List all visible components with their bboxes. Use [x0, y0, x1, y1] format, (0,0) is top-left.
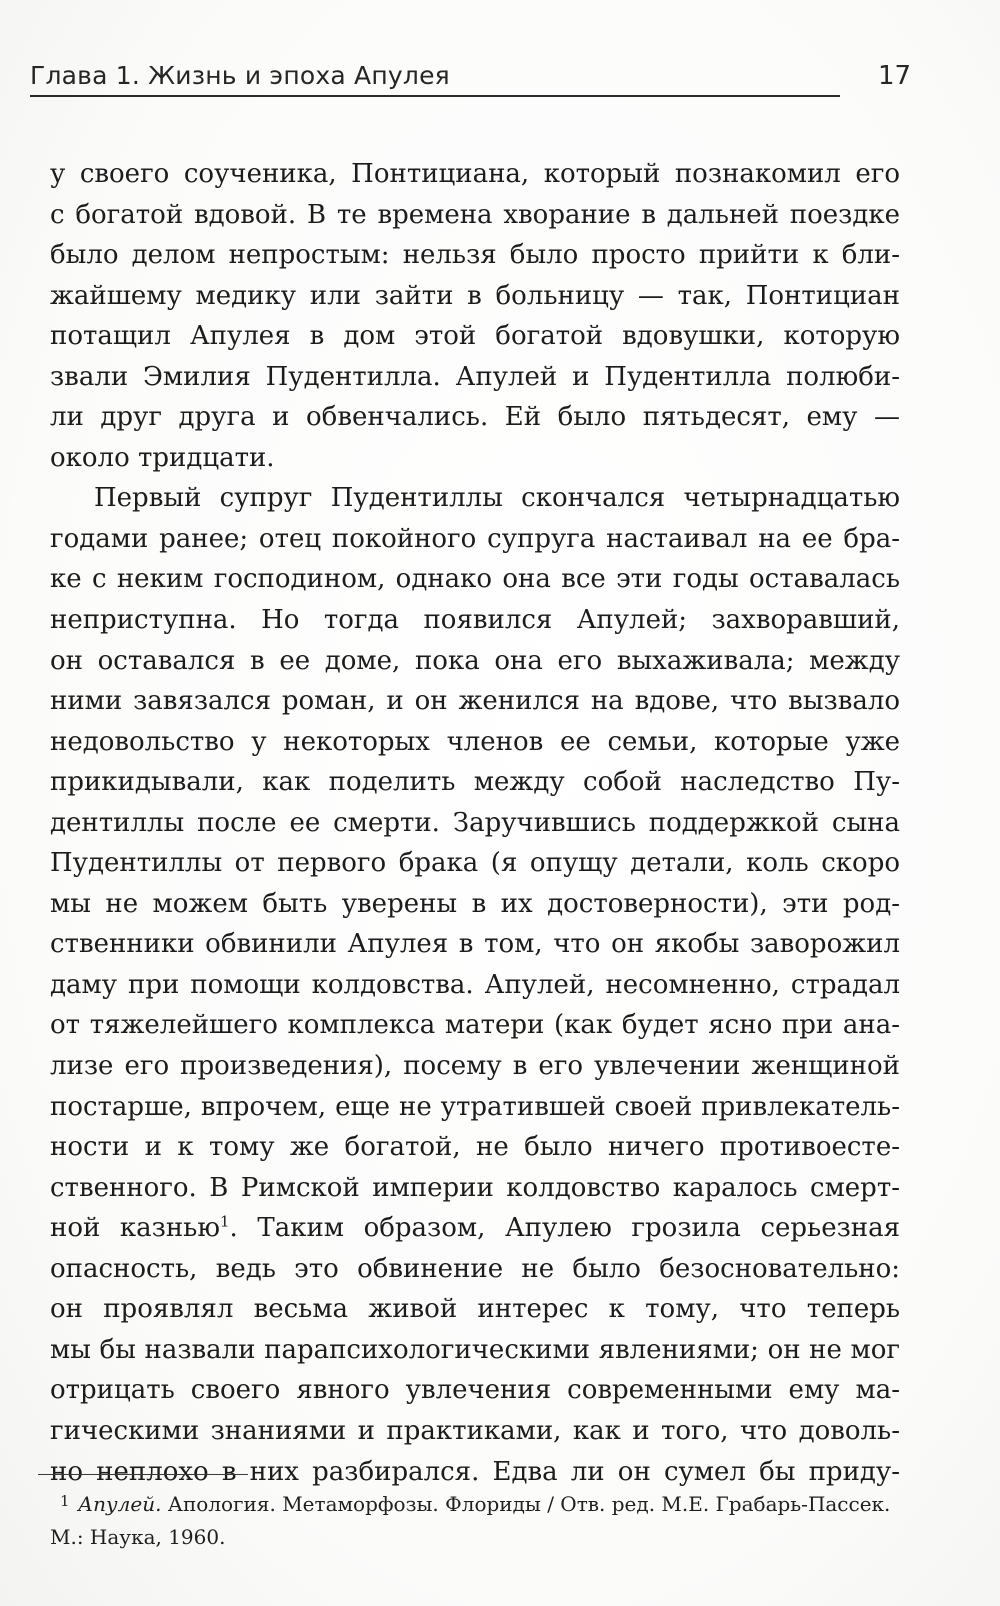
text-line: Первый супруг Пудентиллы скончался четырнадцатью	[94, 483, 900, 514]
text-line: звали Эмилия Пудентилла. Апулей и Пудентилла полюби-	[50, 361, 900, 392]
text-line: жайшему медику или зайти в больницу — так, Понтициан	[50, 280, 900, 311]
footnote-text: Апология. Метаморфозы. Флориды / Отв. ред. М.Е. Грабарь-Пассек.	[161, 1492, 891, 1516]
text-line: дентиллы после ее смерти. Заручившись поддержкой сына	[50, 807, 900, 838]
text-line: лизе его произведения), посему в его увлечении женщиной	[50, 1051, 900, 1082]
text-line: ли друг друга и обвенчались. Ей было пятьдесят, ему —	[50, 402, 900, 433]
text-fragment: . Таким образом, Апулею грозила серьезная	[229, 1213, 900, 1244]
footnote-separator	[38, 1474, 248, 1475]
text-line: он проявлял весьма живой интерес к тому, что теперь	[50, 1294, 900, 1325]
footnote-author: Апулей.	[78, 1492, 162, 1516]
text-line: с богатой вдовой. В те времена хворание в дальней поездке	[50, 199, 900, 230]
text-line: недовольство у некоторых членов ее семьи, которые уже	[50, 726, 900, 757]
text-line: ности и к тому же богатой, не было ничего противоесте-	[50, 1132, 900, 1163]
text-line: Пудентиллы от первого брака (я опущу детали, коль скоро	[50, 848, 900, 879]
header-rule	[30, 95, 840, 97]
text-line: потащил Апулея в дом этой богатой вдовушки, которую	[50, 321, 900, 352]
page-number: 17	[878, 61, 912, 91]
main-text	[50, 154, 900, 1492]
text-line: было делом непростым: нельзя было просто прийти к бли-	[50, 240, 900, 271]
text-line: ственного. В Римской империи колдовство каралось смерт-	[50, 1172, 900, 1203]
text-line: ственники обвинили Апулея в том, что он якобы заворожил	[50, 929, 900, 960]
text-line: неприступна. Но тогда появился Апулей; захворавший,	[50, 605, 900, 636]
text-line: мы не можем быть уверены в их достоверности), эти род-	[50, 888, 900, 919]
text-line: отрицать своего явного увлечения современными ему ма-	[50, 1375, 900, 1406]
text-fragment: ной казнью	[50, 1213, 220, 1244]
text-line: ними завязался роман, и он женился на вдове, что вызвало	[50, 686, 900, 717]
text-line: прикидывали, как поделить между собой наследство Пу-	[50, 767, 900, 798]
footnote-line	[50, 1485, 900, 1521]
text-line: годами ранее; отец покойного супруга настаивал на ее бра-	[50, 523, 900, 554]
text-line: от тяжелейшего комплекса матери (как будет ясно при ана-	[50, 1010, 900, 1041]
text-line: мы бы назвали парапсихологическими явлениями; он не мог	[50, 1334, 900, 1365]
text-line: даму при помощи колдовства. Апулей, несомненно, страдал	[50, 969, 900, 1000]
text-line: он оставался в ее доме, пока она его выхаживала; между	[50, 645, 900, 676]
footnote-line: М.: Наука, 1960.	[50, 1525, 226, 1549]
text-line: но неплохо в них разбирался. Едва ли он сумел бы приду-	[50, 1456, 900, 1487]
footnote-marker: 1	[60, 1492, 70, 1510]
text-line: ке с неким господином, однако она все эти годы оставалась	[50, 564, 900, 595]
text-line: опасность, ведь это обвинение не было безосновательно:	[50, 1253, 900, 1284]
text-line: постарше, впрочем, еще не утратившей своей привлекатель-	[50, 1091, 900, 1122]
text-line: у своего соученика, Понтициана, который познакомил его	[50, 159, 900, 189]
footnote	[50, 1485, 900, 1554]
text-line: около тридцати.	[50, 442, 275, 473]
text-line: гическими знаниями и практиками, как и того, что доволь-	[50, 1415, 900, 1446]
running-head-title: Глава 1. Жизнь и эпоха Апулея	[30, 61, 450, 90]
footnote-reference[interactable]: 1	[219, 1212, 230, 1231]
text-line-with-footnote-ref	[50, 1208, 900, 1249]
